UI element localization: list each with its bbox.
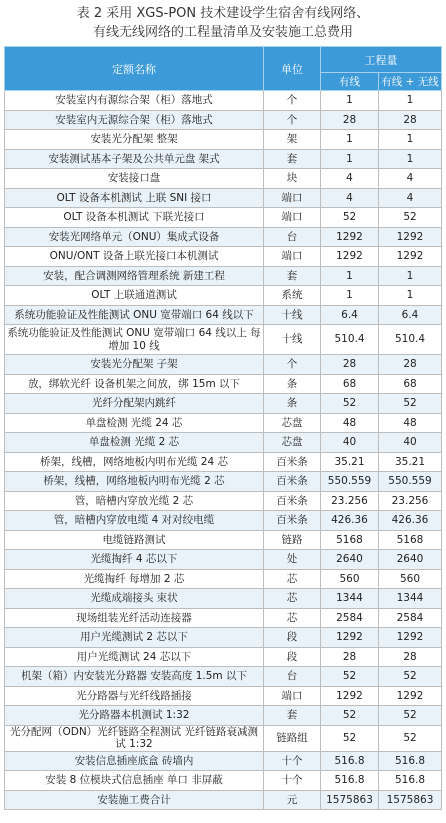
cell-wired-wireless: 28 <box>379 647 442 667</box>
cell-wired-wireless: 52 <box>379 208 442 228</box>
cell-wired: 52 <box>321 208 379 228</box>
table-row <box>5 286 442 306</box>
table-row <box>5 530 442 550</box>
cell-name: 光缆掏纤 每增加 2 芯 <box>5 569 264 589</box>
cell-wired-wireless: 1 <box>379 266 442 286</box>
cell-name: ONU/ONT 设备上联光接口本机测试 <box>5 247 264 267</box>
cell-name: 安装测试基本子架及公共单元盘 架式 <box>5 149 264 169</box>
cell-wired-wireless: 560 <box>379 569 442 589</box>
cell-wired-wireless: 426.36 <box>379 511 442 531</box>
cell-unit: 百米条 <box>264 452 321 472</box>
cell-wired-wireless: 40 <box>379 433 442 453</box>
table-row <box>5 305 442 325</box>
cell-unit: 块 <box>264 169 321 189</box>
cell-wired: 28 <box>321 647 379 667</box>
cell-unit: 个 <box>264 355 321 375</box>
cell-name: 光分配网（ODN）光纤链路全程测试 光纤链路衰减测试 1:32 <box>5 725 264 751</box>
cell-name: 光缆成端接头 束状 <box>5 589 264 609</box>
cell-name: 安装光网络单元（ONU）集成式设备 <box>5 227 264 247</box>
cell-wired-wireless: 1344 <box>379 589 442 609</box>
cell-unit: 条 <box>264 374 321 394</box>
cell-unit: 端口 <box>264 208 321 228</box>
table-caption <box>0 0 446 44</box>
table-row <box>5 569 442 589</box>
cell-name: 安装室内有源综合架（柜）落地式 <box>5 91 264 111</box>
cell-name: 安装光分配架 子架 <box>5 355 264 375</box>
table-row <box>5 130 442 150</box>
cell-wired-wireless: 1 <box>379 91 442 111</box>
cell-wired-wireless: 6.4 <box>379 305 442 325</box>
table-row <box>5 686 442 706</box>
table-row <box>5 208 442 228</box>
cell-unit: 百米条 <box>264 491 321 511</box>
cell-name: 安装施工费合计 <box>5 790 264 810</box>
cell-wired: 28 <box>321 110 379 130</box>
cell-unit: 条 <box>264 394 321 414</box>
cell-wired: 560 <box>321 569 379 589</box>
cell-name: 安装信息插座底盒 砖墙内 <box>5 751 264 771</box>
cell-wired: 52 <box>321 706 379 726</box>
table-header <box>5 47 442 91</box>
table-row <box>5 751 442 771</box>
cell-wired-wireless: 1 <box>379 149 442 169</box>
table-row <box>5 706 442 726</box>
cell-unit: 个 <box>264 110 321 130</box>
cell-name: 安装接口盘 <box>5 169 264 189</box>
cell-wired-wireless: 4 <box>379 188 442 208</box>
table-row <box>5 628 442 648</box>
cell-name: 管，暗槽内穿放电缆 4 对对绞电缆 <box>5 511 264 531</box>
cell-name: 单盘检测 光缆 24 芯 <box>5 413 264 433</box>
table-row <box>5 790 442 810</box>
cell-name: 安装室内无源综合架（柜）落地式 <box>5 110 264 130</box>
cell-wired: 426.36 <box>321 511 379 531</box>
cell-wired: 52 <box>321 725 379 751</box>
cell-wired-wireless: 4 <box>379 169 442 189</box>
cell-wired-wireless: 516.8 <box>379 751 442 771</box>
quantity-table <box>4 46 442 810</box>
cell-name: 单盘检测 光缆 2 芯 <box>5 433 264 453</box>
cell-wired: 4 <box>321 169 379 189</box>
cell-name: 放，绑软光纤 设备机架之间放，绑 15m 以下 <box>5 374 264 394</box>
cell-wired: 35.21 <box>321 452 379 472</box>
cell-wired-wireless: 68 <box>379 374 442 394</box>
table-row <box>5 725 442 751</box>
cell-name: 桥架，线槽，网络地板内明布光缆 24 芯 <box>5 452 264 472</box>
table-row <box>5 169 442 189</box>
table-row <box>5 227 442 247</box>
cell-unit: 端口 <box>264 247 321 267</box>
cell-wired: 1575863 <box>321 790 379 810</box>
cell-wired-wireless: 2584 <box>379 608 442 628</box>
cell-name: 光缆掏纤 4 芯以下 <box>5 550 264 570</box>
cell-unit: 处 <box>264 550 321 570</box>
cell-wired: 1292 <box>321 227 379 247</box>
cell-name: 系统功能验证及性能测试 ONU 宽带端口 64 线以上 每增加 10 线 <box>5 325 264 355</box>
table-row <box>5 91 442 111</box>
caption-line-1: 表 2 采用 XGS-PON 技术建设学生宿舍有线网络、 <box>76 6 370 21</box>
cell-wired-wireless: 52 <box>379 706 442 726</box>
cell-wired: 52 <box>321 394 379 414</box>
cell-wired-wireless: 1292 <box>379 686 442 706</box>
table-row <box>5 149 442 169</box>
cell-unit: 架 <box>264 130 321 150</box>
cell-wired-wireless: 510.4 <box>379 325 442 355</box>
cell-unit: 台 <box>264 227 321 247</box>
cell-wired-wireless: 1292 <box>379 628 442 648</box>
cell-wired: 6.4 <box>321 305 379 325</box>
table-body <box>5 91 442 810</box>
cell-name: 安装 8 位模块式信息插座 单口 非屏蔽 <box>5 771 264 791</box>
cell-wired-wireless: 1 <box>379 130 442 150</box>
cell-name: 现场组装光纤活动连接器 <box>5 608 264 628</box>
cell-name: OLT 上联通道测试 <box>5 286 264 306</box>
cell-wired-wireless: 35.21 <box>379 452 442 472</box>
cell-wired: 1 <box>321 286 379 306</box>
table-row <box>5 550 442 570</box>
cell-unit: 芯 <box>264 589 321 609</box>
cell-wired-wireless: 550.559 <box>379 472 442 492</box>
cell-name: 光纤分配架内跳纤 <box>5 394 264 414</box>
cell-wired-wireless: 28 <box>379 110 442 130</box>
cell-unit: 十线 <box>264 305 321 325</box>
cell-unit: 芯盘 <box>264 413 321 433</box>
cell-wired-wireless: 28 <box>379 355 442 375</box>
table-row <box>5 667 442 687</box>
cell-wired-wireless: 52 <box>379 394 442 414</box>
caption-line-2: 有线无线网络的工程量清单及安装施工总费用 <box>92 25 353 40</box>
header-wired-wireless: 有线 + 无线 <box>379 73 442 91</box>
table-row <box>5 394 442 414</box>
cell-name: 管，暗槽内穿放光缆 2 芯 <box>5 491 264 511</box>
cell-wired: 28 <box>321 355 379 375</box>
cell-unit: 百米条 <box>264 472 321 492</box>
cell-wired: 1344 <box>321 589 379 609</box>
cell-wired-wireless: 1292 <box>379 227 442 247</box>
cell-name: 桥架，线槽，网络地板内明布光缆 2 芯 <box>5 472 264 492</box>
cell-name: 安装光分配架 整架 <box>5 130 264 150</box>
cell-unit: 套 <box>264 149 321 169</box>
table-row <box>5 374 442 394</box>
cell-unit: 链路组 <box>264 725 321 751</box>
cell-name: 安装，配合调测网络管理系统 新建工程 <box>5 266 264 286</box>
cell-unit: 十线 <box>264 325 321 355</box>
cell-unit: 十个 <box>264 771 321 791</box>
table-row <box>5 110 442 130</box>
cell-wired-wireless: 2640 <box>379 550 442 570</box>
cell-name: 机架（箱）内安装光分路器 安装高度 1.5m 以下 <box>5 667 264 687</box>
cell-unit: 链路 <box>264 530 321 550</box>
cell-wired: 40 <box>321 433 379 453</box>
cell-name: 用户光缆测试 2 芯以下 <box>5 628 264 648</box>
table-row <box>5 647 442 667</box>
table-row <box>5 472 442 492</box>
cell-wired-wireless: 5168 <box>379 530 442 550</box>
table-row <box>5 247 442 267</box>
cell-unit: 端口 <box>264 686 321 706</box>
cell-name: 光分路器与光纤线路插接 <box>5 686 264 706</box>
cell-wired: 516.8 <box>321 771 379 791</box>
table-row <box>5 355 442 375</box>
cell-wired-wireless: 1292 <box>379 247 442 267</box>
cell-unit: 百米条 <box>264 511 321 531</box>
cell-name: 光分路器本机测试 1:32 <box>5 706 264 726</box>
table-row <box>5 325 442 355</box>
cell-wired: 1 <box>321 130 379 150</box>
cell-name: 系统功能验证及性能测试 ONU 宽带端口 64 线以下 <box>5 305 264 325</box>
cell-wired-wireless: 1575863 <box>379 790 442 810</box>
cell-wired-wireless: 1 <box>379 286 442 306</box>
cell-unit: 台 <box>264 667 321 687</box>
header-unit: 单位 <box>264 47 321 91</box>
header-quantity: 工程量 <box>321 47 442 73</box>
table-row <box>5 433 442 453</box>
cell-wired: 4 <box>321 188 379 208</box>
table-row <box>5 608 442 628</box>
cell-unit: 端口 <box>264 188 321 208</box>
cell-wired-wireless: 48 <box>379 413 442 433</box>
cell-name: OLT 设备本机测试 下联光接口 <box>5 208 264 228</box>
table-row <box>5 452 442 472</box>
cell-unit: 套 <box>264 266 321 286</box>
table-row <box>5 589 442 609</box>
cell-wired-wireless: 52 <box>379 725 442 751</box>
cell-name: 用户光缆测试 24 芯以下 <box>5 647 264 667</box>
cell-unit: 套 <box>264 706 321 726</box>
cell-wired: 48 <box>321 413 379 433</box>
table-row <box>5 511 442 531</box>
header-wired: 有线 <box>321 73 379 91</box>
cell-unit: 段 <box>264 647 321 667</box>
cell-wired: 68 <box>321 374 379 394</box>
cell-wired: 510.4 <box>321 325 379 355</box>
cell-wired-wireless: 23.256 <box>379 491 442 511</box>
cell-wired: 1 <box>321 266 379 286</box>
cell-wired: 52 <box>321 667 379 687</box>
cell-wired: 1292 <box>321 686 379 706</box>
table-row <box>5 266 442 286</box>
cell-wired: 1292 <box>321 247 379 267</box>
cell-wired: 23.256 <box>321 491 379 511</box>
cell-wired: 2584 <box>321 608 379 628</box>
header-name: 定额名称 <box>5 47 264 91</box>
cell-wired: 2640 <box>321 550 379 570</box>
cell-unit: 元 <box>264 790 321 810</box>
cell-wired: 516.8 <box>321 751 379 771</box>
cell-wired-wireless: 52 <box>379 667 442 687</box>
table-row <box>5 188 442 208</box>
table-row <box>5 413 442 433</box>
cell-wired: 550.559 <box>321 472 379 492</box>
cell-wired: 1292 <box>321 628 379 648</box>
cell-unit: 芯盘 <box>264 433 321 453</box>
cell-unit: 个 <box>264 91 321 111</box>
table-row <box>5 771 442 791</box>
cell-unit: 段 <box>264 628 321 648</box>
cell-wired: 1 <box>321 91 379 111</box>
cell-wired: 5168 <box>321 530 379 550</box>
cell-unit: 芯 <box>264 608 321 628</box>
cell-unit: 芯 <box>264 569 321 589</box>
cell-name: 电缆链路测试 <box>5 530 264 550</box>
cell-unit: 十个 <box>264 751 321 771</box>
cell-unit: 系统 <box>264 286 321 306</box>
table-row <box>5 491 442 511</box>
cell-name: OLT 设备本机测试 上联 SNI 接口 <box>5 188 264 208</box>
cell-wired-wireless: 516.8 <box>379 771 442 791</box>
cell-wired: 1 <box>321 149 379 169</box>
